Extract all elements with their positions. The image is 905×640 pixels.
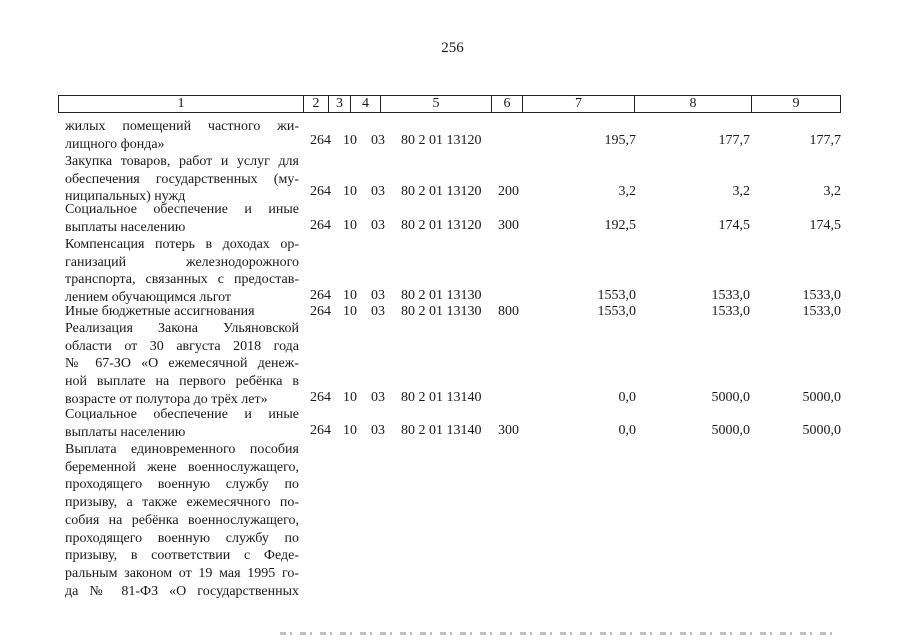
column-header-1: 1 [59,96,304,112]
cell-subsection-code: 03 [371,304,385,319]
row-name-line: № 67-ЗО «О ежемесячной денеж- [65,356,299,372]
row-name-line: выплаты населению [65,219,186,235]
row-name-line: транспорта, связанных с предостав- [65,272,299,288]
cell-section-code: 10 [343,218,357,233]
row-name-line: лением обучающимся льгот [65,290,232,306]
row-name-line: возрасте от полутора до трёх лет» [65,391,268,407]
row-name [65,118,299,153]
row-name-line: призыву, а также ежемесячного по- [65,495,299,511]
cell-section-code: 10 [343,390,357,405]
cell-amount-col8: 174,5 [718,218,750,233]
row-name [65,406,299,441]
cell-amount-col7: 3,2 [618,184,636,199]
row-name [65,201,299,236]
page-number: 256 [441,40,464,56]
cell-section-code: 10 [343,133,357,148]
cell-ministry-code: 264 [310,288,331,303]
row-name [65,320,299,409]
row-name-line: ганизаций железнодорожного [65,254,299,270]
row-name-line: проходящего военную службу по [65,530,299,546]
column-header-row [58,95,841,113]
cell-target-article: 80 2 01 13120 [401,218,482,233]
cell-ministry-code: 264 [310,218,331,233]
row-name-line: собия на ребёнка военнослужащего, [65,512,299,528]
cell-ministry-code: 264 [310,390,331,405]
cell-amount-col7: 192,5 [604,218,636,233]
cell-subsection-code: 03 [371,133,385,148]
row-name-line: обеспечения государственных (му- [65,171,299,187]
cell-amount-col9: 5000,0 [802,390,841,405]
cell-ministry-code: 264 [310,133,331,148]
cell-amount-col8: 5000,0 [711,390,750,405]
row-name [65,236,299,307]
row-name-line: проходящего военную службу по [65,477,299,493]
column-header-3: 3 [329,96,351,112]
row-name-line: ной выплате на первого ребёнка в [65,374,299,390]
cell-section-code: 10 [343,423,357,438]
cell-amount-col9: 3,2 [823,184,841,199]
row-name [65,153,299,206]
column-header-8: 8 [635,96,752,112]
cell-amount-col8: 5000,0 [711,423,750,438]
cell-target-article: 80 2 01 13130 [401,304,482,319]
cell-ministry-code: 264 [310,304,331,319]
row-name-line: призыву, в соответствии с Федe- [65,548,299,564]
cell-target-article: 80 2 01 13120 [401,184,482,199]
column-header-6: 6 [492,96,523,112]
cell-amount-col7: 1553,0 [597,304,636,319]
cell-expense-type: 200 [498,184,519,199]
cell-amount-col7: 0,0 [618,390,636,405]
column-header-4: 4 [351,96,381,112]
cell-amount-col9: 1533,0 [802,288,841,303]
cell-target-article: 80 2 01 13130 [401,288,482,303]
cell-ministry-code: 264 [310,184,331,199]
row-name-line: да № 81-ФЗ «О государственных [65,583,299,599]
cell-amount-col7: 1553,0 [597,288,636,303]
cell-amount-col9: 1533,0 [802,304,841,319]
cell-amount-col7: 0,0 [618,423,636,438]
cell-expense-type: 300 [498,218,519,233]
row-name-line: Выплата единовременного пособия [65,442,299,457]
cell-amount-col8: 1533,0 [711,288,750,303]
cell-section-code: 10 [343,184,357,199]
cell-ministry-code: 264 [310,423,331,438]
column-header-9: 9 [792,96,800,111]
cell-target-article: 80 2 01 13140 [401,390,482,405]
column-header-2: 2 [304,96,329,112]
cell-amount-col8: 177,7 [718,133,750,148]
row-name-line: области от 30 августа 2018 года [65,338,299,354]
row-name [65,441,299,600]
row-name-line: беременной жене военнослужащего, [65,459,299,475]
cell-amount-col7: 195,7 [604,133,636,148]
cell-subsection-code: 03 [371,288,385,303]
column-header-7: 7 [523,96,635,112]
cell-subsection-code: 03 [371,390,385,405]
row-name-line: выплаты населению [65,424,186,440]
cell-subsection-code: 03 [371,423,385,438]
row-name-line: Закупка товаров, работ и услуг для [65,154,299,169]
cell-amount-col9: 174,5 [809,218,841,233]
cell-expense-type: 800 [498,304,519,319]
cell-section-code: 10 [343,288,357,303]
column-header-5: 5 [381,96,492,112]
cell-amount-col9: 5000,0 [802,423,841,438]
row-name-line: лищного фонда» [65,136,165,152]
row-name-line: Иные бюджетные ассигнования [65,304,255,319]
cell-target-article: 80 2 01 13120 [401,133,482,148]
cell-subsection-code: 03 [371,184,385,199]
row-name-line: Реализация Закона Ульяновской [65,321,299,336]
row-name-line: Компенсация потерь в доходах ор- [65,237,299,252]
cell-target-article: 80 2 01 13140 [401,423,482,438]
row-name-line: Социальное обеспечение и иные [65,407,299,422]
cell-amount-col8: 3,2 [732,184,750,199]
row-name [65,303,299,321]
cell-section-code: 10 [343,304,357,319]
scan-artifact-line [280,632,840,635]
cell-subsection-code: 03 [371,218,385,233]
row-name-line: жилых помещений частного жи- [65,119,299,134]
cell-amount-col9: 177,7 [809,133,841,148]
cell-expense-type: 300 [498,423,519,438]
cell-amount-col8: 1533,0 [711,304,750,319]
row-name-line: ниципальных) нужд [65,189,186,205]
row-name-line: Социальное обеспечение и иные [65,202,299,217]
row-name-line: ральным законом от 19 мая 1995 го- [65,565,299,581]
